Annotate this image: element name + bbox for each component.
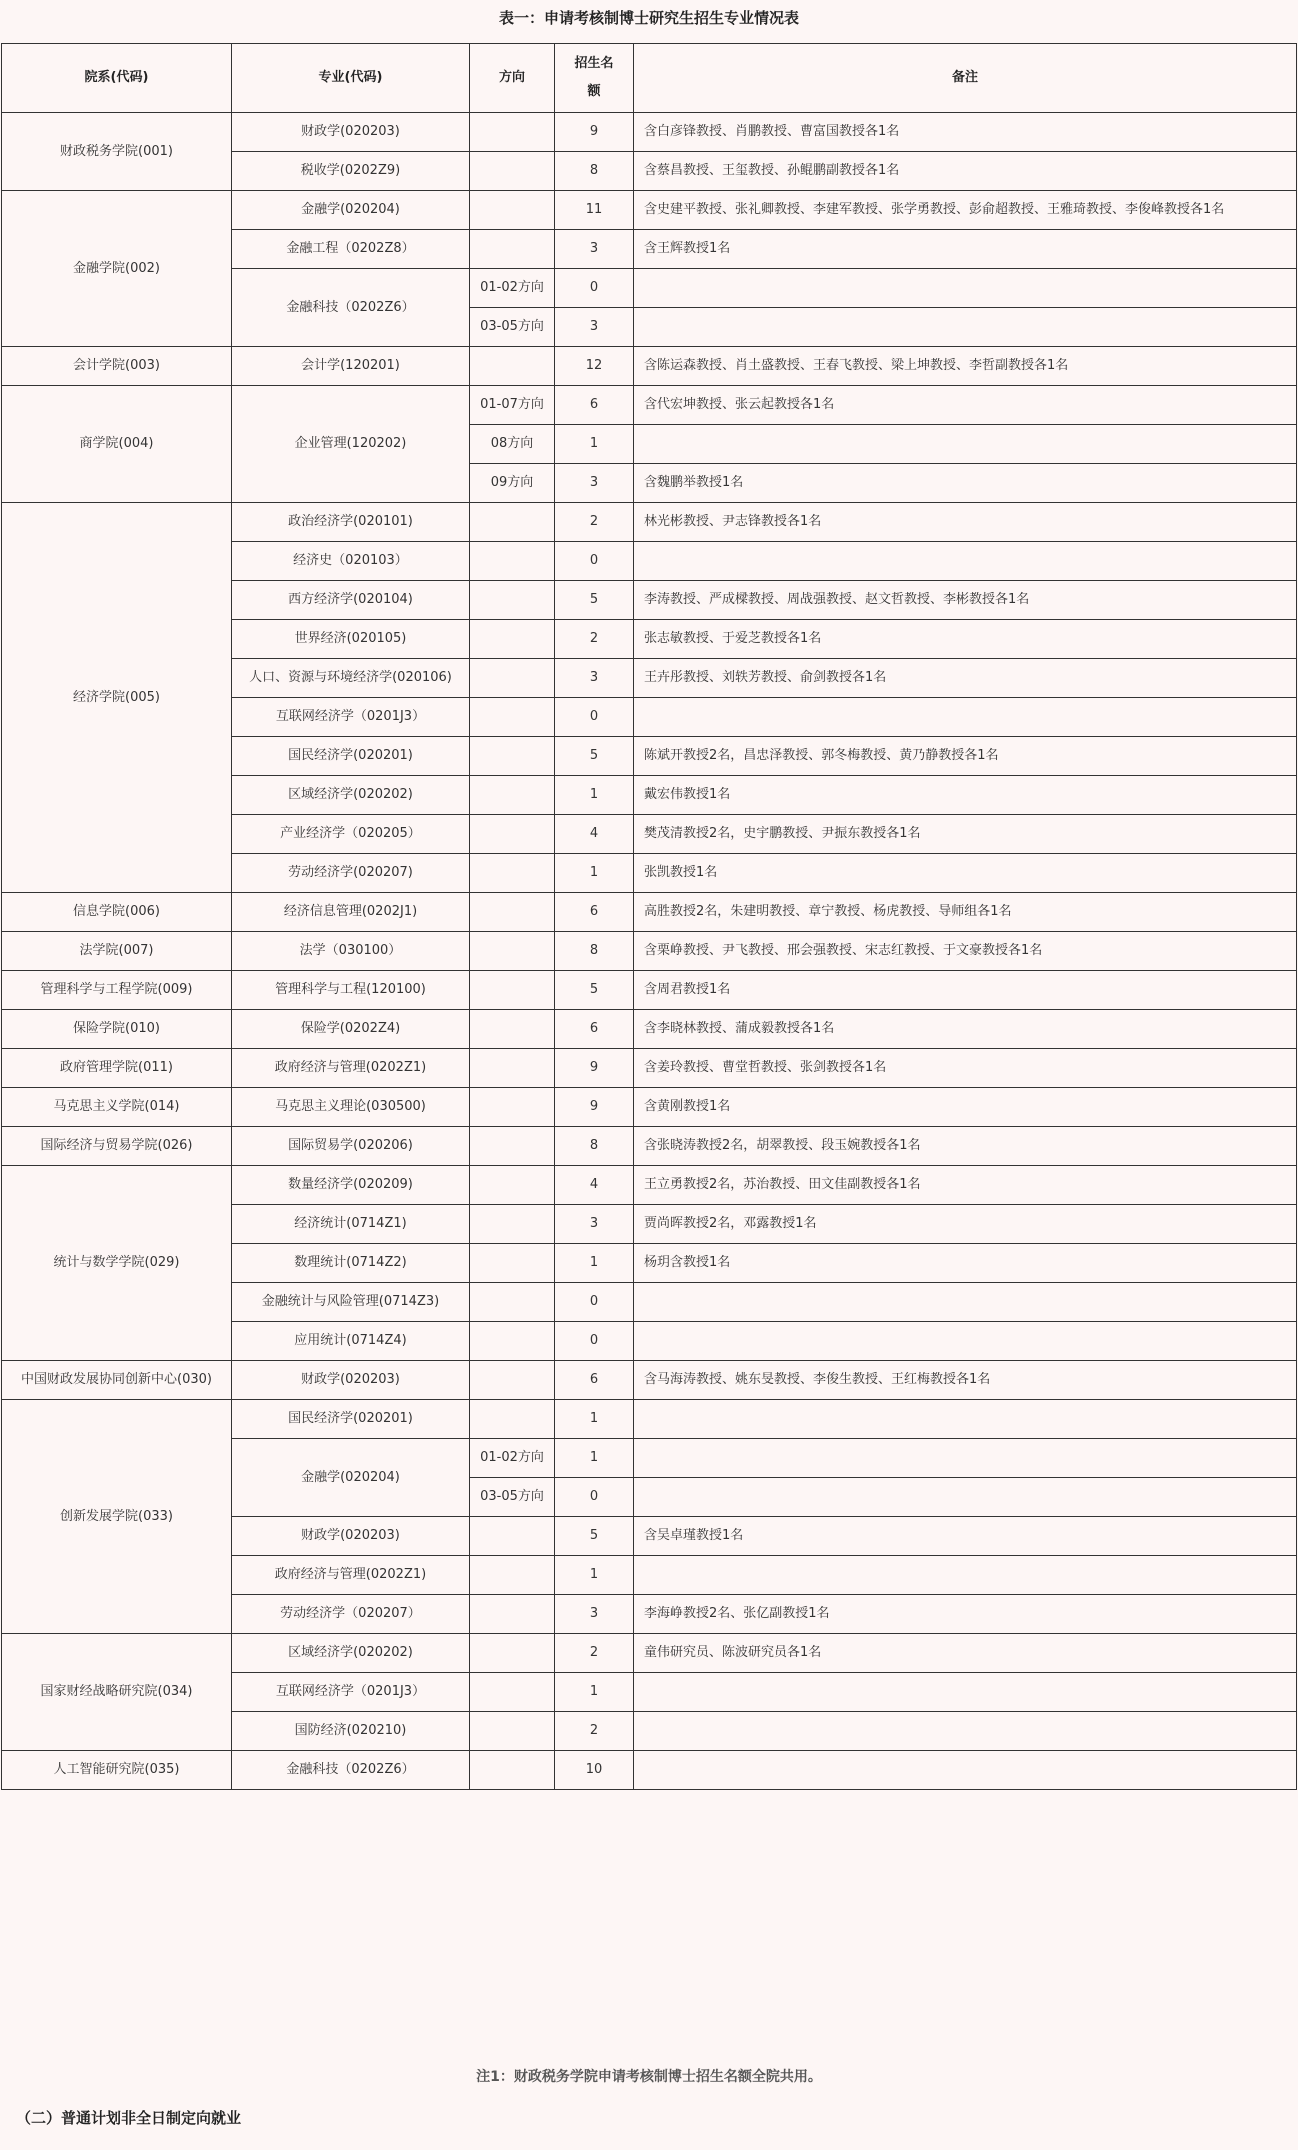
note-cell	[634, 1478, 1297, 1517]
quota-cell: 1	[555, 1673, 634, 1712]
major-cell: 应用统计(0714Z4)	[232, 1322, 470, 1361]
quota-cell: 3	[555, 230, 634, 269]
direction-cell	[470, 893, 555, 932]
direction-cell	[470, 1556, 555, 1595]
note-cell	[634, 1400, 1297, 1439]
direction-cell	[470, 1595, 555, 1634]
direction-cell	[470, 1088, 555, 1127]
major-cell: 财政学(020203)	[232, 1517, 470, 1556]
note-cell: 含蔡昌教授、王玺教授、孙鲲鹏副教授各1名	[634, 152, 1297, 191]
direction-cell	[470, 1712, 555, 1751]
major-cell: 经济信息管理(0202J1)	[232, 893, 470, 932]
header-dept: 院系(代码)	[2, 44, 232, 113]
major-cell: 国民经济学(020201)	[232, 737, 470, 776]
quota-cell: 5	[555, 971, 634, 1010]
major-cell: 财政学(020203)	[232, 1361, 470, 1400]
direction-cell	[470, 113, 555, 152]
direction-cell	[470, 1049, 555, 1088]
note-cell	[634, 308, 1297, 347]
quota-cell: 1	[555, 776, 634, 815]
quota-cell: 2	[555, 1712, 634, 1751]
section-heading: （二）普通计划非全日制定向就业	[16, 2109, 242, 2127]
dept-cell: 统计与数学学院(029)	[2, 1166, 232, 1361]
note-cell: 含王辉教授1名	[634, 230, 1297, 269]
direction-cell	[470, 1673, 555, 1712]
quota-cell: 4	[555, 815, 634, 854]
table-row	[2, 971, 1297, 1010]
note-cell	[634, 1322, 1297, 1361]
note-cell	[634, 1556, 1297, 1595]
note-cell: 戴宏伟教授1名	[634, 776, 1297, 815]
direction-cell: 01-02方向	[470, 269, 555, 308]
direction-cell: 09方向	[470, 464, 555, 503]
quota-cell: 3	[555, 1595, 634, 1634]
direction-cell	[470, 1205, 555, 1244]
note-cell: 含李晓林教授、蒲成毅教授各1名	[634, 1010, 1297, 1049]
note-cell: 含魏鹏举教授1名	[634, 464, 1297, 503]
note-cell	[634, 425, 1297, 464]
major-cell: 数量经济学(020209)	[232, 1166, 470, 1205]
table-row	[2, 503, 1297, 542]
header-major: 专业(代码)	[232, 44, 470, 113]
table-row	[2, 1049, 1297, 1088]
note-cell	[634, 269, 1297, 308]
direction-cell	[470, 542, 555, 581]
quota-cell: 2	[555, 620, 634, 659]
note-cell: 含陈运森教授、肖土盛教授、王春飞教授、梁上坤教授、李哲副教授各1名	[634, 347, 1297, 386]
direction-cell	[470, 776, 555, 815]
footnote: 注1：财政税务学院申请考核制博士招生名额全院共用。	[476, 2069, 822, 2085]
major-cell: 区域经济学(020202)	[232, 1634, 470, 1673]
major-cell: 保险学(0202Z4)	[232, 1010, 470, 1049]
note-cell: 李涛教授、严成樑教授、周战强教授、赵文哲教授、李彬教授各1名	[634, 581, 1297, 620]
table-row	[2, 1088, 1297, 1127]
note-cell: 童伟研究员、陈波研究员各1名	[634, 1634, 1297, 1673]
dept-cell: 创新发展学院(033)	[2, 1400, 232, 1634]
direction-cell	[470, 815, 555, 854]
table-row	[2, 893, 1297, 932]
quota-cell: 6	[555, 893, 634, 932]
major-cell: 政府经济与管理(0202Z1)	[232, 1049, 470, 1088]
quota-cell: 1	[555, 1400, 634, 1439]
table-row	[2, 1400, 1297, 1439]
major-cell: 经济史（020103）	[232, 542, 470, 581]
dept-cell: 信息学院(006)	[2, 893, 232, 932]
major-cell: 西方经济学(020104)	[232, 581, 470, 620]
dept-cell: 中国财政发展协同创新中心(030)	[2, 1361, 232, 1400]
direction-cell	[470, 932, 555, 971]
quota-cell: 5	[555, 737, 634, 776]
quota-cell: 1	[555, 1556, 634, 1595]
direction-cell	[470, 1166, 555, 1205]
major-cell: 金融工程（0202Z8）	[232, 230, 470, 269]
direction-cell	[470, 191, 555, 230]
direction-cell	[470, 503, 555, 542]
note-cell: 杨玥含教授1名	[634, 1244, 1297, 1283]
major-cell: 会计学(120201)	[232, 347, 470, 386]
direction-cell	[470, 1634, 555, 1673]
note-cell	[634, 1712, 1297, 1751]
dept-cell: 会计学院(003)	[2, 347, 232, 386]
quota-cell: 2	[555, 1634, 634, 1673]
note-cell: 含马海涛教授、姚东旻教授、李俊生教授、王红梅教授各1名	[634, 1361, 1297, 1400]
quota-cell: 8	[555, 1127, 634, 1166]
direction-cell	[470, 581, 555, 620]
quota-cell: 8	[555, 152, 634, 191]
direction-cell: 01-02方向	[470, 1439, 555, 1478]
direction-cell: 01-07方向	[470, 386, 555, 425]
major-cell: 马克思主义理论(030500)	[232, 1088, 470, 1127]
note-cell: 含史建平教授、张礼卿教授、李建军教授、张学勇教授、彭俞超教授、王雅琦教授、李俊峰教授各1名	[634, 191, 1297, 230]
direction-cell	[470, 854, 555, 893]
note-cell: 李海峥教授2名、张亿副教授1名	[634, 1595, 1297, 1634]
quota-cell: 1	[555, 425, 634, 464]
header-quota: 招生名额	[555, 44, 634, 113]
direction-cell	[470, 1400, 555, 1439]
major-cell: 企业管理(120202)	[232, 386, 470, 503]
major-cell: 金融科技（0202Z6）	[232, 269, 470, 347]
note-cell: 贾尚晖教授2名，邓露教授1名	[634, 1205, 1297, 1244]
major-cell: 经济统计(0714Z1)	[232, 1205, 470, 1244]
header-note: 备注	[634, 44, 1297, 113]
note-cell: 高胜教授2名，朱建明教授、章宁教授、杨虎教授、导师组各1名	[634, 893, 1297, 932]
note-cell	[634, 698, 1297, 737]
direction-cell	[470, 152, 555, 191]
table-row	[2, 1361, 1297, 1400]
direction-cell	[470, 1127, 555, 1166]
note-cell: 王立勇教授2名，苏治教授、田文佳副教授各1名	[634, 1166, 1297, 1205]
quota-cell: 1	[555, 854, 634, 893]
note-cell: 王卉彤教授、刘轶芳教授、俞剑教授各1名	[634, 659, 1297, 698]
quota-cell: 0	[555, 1283, 634, 1322]
direction-cell	[470, 971, 555, 1010]
dept-cell: 金融学院(002)	[2, 191, 232, 347]
quota-cell: 1	[555, 1439, 634, 1478]
table-row	[2, 386, 1297, 425]
note-cell: 林光彬教授、尹志锋教授各1名	[634, 503, 1297, 542]
quota-cell: 3	[555, 1205, 634, 1244]
quota-cell: 4	[555, 1166, 634, 1205]
table-row	[2, 191, 1297, 230]
direction-cell	[470, 1517, 555, 1556]
header-direction: 方向	[470, 44, 555, 113]
dept-cell: 国际经济与贸易学院(026)	[2, 1127, 232, 1166]
dept-cell: 商学院(004)	[2, 386, 232, 503]
direction-cell	[470, 659, 555, 698]
note-cell: 含栗峥教授、尹飞教授、邢会强教授、宋志红教授、于文豪教授各1名	[634, 932, 1297, 971]
major-cell: 区域经济学(020202)	[232, 776, 470, 815]
quota-cell: 10	[555, 1751, 634, 1790]
major-cell: 国防经济(020210)	[232, 1712, 470, 1751]
note-cell: 含张晓涛教授2名，胡翠教授、段玉婉教授各1名	[634, 1127, 1297, 1166]
major-cell: 数理统计(0714Z2)	[232, 1244, 470, 1283]
major-cell: 税收学(0202Z9)	[232, 152, 470, 191]
major-cell: 政府经济与管理(0202Z1)	[232, 1556, 470, 1595]
major-cell: 管理科学与工程(120100)	[232, 971, 470, 1010]
major-cell: 金融学(020204)	[232, 1439, 470, 1517]
dept-cell: 法学院(007)	[2, 932, 232, 971]
dept-cell: 国家财经战略研究院(034)	[2, 1634, 232, 1751]
direction-cell	[470, 698, 555, 737]
quota-cell: 0	[555, 542, 634, 581]
note-cell: 含姜玲教授、曹堂哲教授、张剑教授各1名	[634, 1049, 1297, 1088]
quota-cell: 0	[555, 1478, 634, 1517]
direction-cell: 03-05方向	[470, 308, 555, 347]
quota-cell: 3	[555, 659, 634, 698]
major-cell: 互联网经济学（0201J3）	[232, 698, 470, 737]
major-cell: 财政学(020203)	[232, 113, 470, 152]
major-cell: 国际贸易学(020206)	[232, 1127, 470, 1166]
direction-cell	[470, 1010, 555, 1049]
note-cell: 含代宏坤教授、张云起教授各1名	[634, 386, 1297, 425]
note-cell: 樊茂清教授2名，史宇鹏教授、尹振东教授各1名	[634, 815, 1297, 854]
table-row	[2, 1751, 1297, 1790]
dept-cell: 财政税务学院(001)	[2, 113, 232, 191]
major-cell: 政治经济学(020101)	[232, 503, 470, 542]
note-cell: 含白彦锋教授、肖鹏教授、曹富国教授各1名	[634, 113, 1297, 152]
note-cell	[634, 1283, 1297, 1322]
table-body	[2, 113, 1297, 1790]
major-cell: 金融统计与风险管理(0714Z3)	[232, 1283, 470, 1322]
table-row	[2, 1634, 1297, 1673]
quota-cell: 9	[555, 1088, 634, 1127]
dept-cell: 马克思主义学院(014)	[2, 1088, 232, 1127]
note-cell: 含周君教授1名	[634, 971, 1297, 1010]
dept-cell: 经济学院(005)	[2, 503, 232, 893]
table-header-row	[2, 44, 1297, 113]
table-row	[2, 1010, 1297, 1049]
quota-cell: 8	[555, 932, 634, 971]
table-row	[2, 1127, 1297, 1166]
note-cell	[634, 1751, 1297, 1790]
enrollment-table	[1, 43, 1297, 1790]
note-cell: 陈斌开教授2名，昌忠泽教授、郭冬梅教授、黄乃静教授各1名	[634, 737, 1297, 776]
quota-cell: 3	[555, 464, 634, 503]
note-cell	[634, 1673, 1297, 1712]
quota-cell: 5	[555, 1517, 634, 1556]
major-cell: 劳动经济学（020207）	[232, 1595, 470, 1634]
direction-cell	[470, 1361, 555, 1400]
note-cell	[634, 1439, 1297, 1478]
quota-cell: 0	[555, 698, 634, 737]
major-cell: 互联网经济学（0201J3）	[232, 1673, 470, 1712]
major-cell: 金融科技（0202Z6）	[232, 1751, 470, 1790]
direction-cell	[470, 620, 555, 659]
direction-cell	[470, 1322, 555, 1361]
table-title: 表一：申请考核制博士研究生招生专业情况表	[498, 9, 799, 27]
quota-cell: 3	[555, 308, 634, 347]
note-cell: 张凯教授1名	[634, 854, 1297, 893]
note-cell	[634, 542, 1297, 581]
quota-cell: 6	[555, 386, 634, 425]
quota-cell: 9	[555, 113, 634, 152]
direction-cell: 03-05方向	[470, 1478, 555, 1517]
quota-cell: 11	[555, 191, 634, 230]
quota-cell: 0	[555, 1322, 634, 1361]
quota-cell: 12	[555, 347, 634, 386]
quota-cell: 6	[555, 1010, 634, 1049]
direction-cell: 08方向	[470, 425, 555, 464]
table-row	[2, 1166, 1297, 1205]
direction-cell	[470, 1751, 555, 1790]
quota-cell: 9	[555, 1049, 634, 1088]
quota-cell: 1	[555, 1244, 634, 1283]
quota-cell: 6	[555, 1361, 634, 1400]
quota-cell: 5	[555, 581, 634, 620]
dept-cell: 保险学院(010)	[2, 1010, 232, 1049]
major-cell: 法学（030100）	[232, 932, 470, 971]
dept-cell: 管理科学与工程学院(009)	[2, 971, 232, 1010]
quota-cell: 0	[555, 269, 634, 308]
major-cell: 劳动经济学(020207)	[232, 854, 470, 893]
dept-cell: 人工智能研究院(035)	[2, 1751, 232, 1790]
direction-cell	[470, 230, 555, 269]
table-row	[2, 932, 1297, 971]
direction-cell	[470, 1283, 555, 1322]
major-cell: 产业经济学（020205）	[232, 815, 470, 854]
dept-cell: 政府管理学院(011)	[2, 1049, 232, 1088]
direction-cell	[470, 1244, 555, 1283]
table-row	[2, 347, 1297, 386]
note-cell: 张志敏教授、于爱芝教授各1名	[634, 620, 1297, 659]
major-cell: 人口、资源与环境经济学(020106)	[232, 659, 470, 698]
major-cell: 世界经济(020105)	[232, 620, 470, 659]
major-cell: 国民经济学(020201)	[232, 1400, 470, 1439]
direction-cell	[470, 347, 555, 386]
note-cell: 含吴卓瑾教授1名	[634, 1517, 1297, 1556]
quota-cell: 2	[555, 503, 634, 542]
table-row	[2, 113, 1297, 152]
note-cell: 含黄刚教授1名	[634, 1088, 1297, 1127]
major-cell: 金融学(020204)	[232, 191, 470, 230]
direction-cell	[470, 737, 555, 776]
